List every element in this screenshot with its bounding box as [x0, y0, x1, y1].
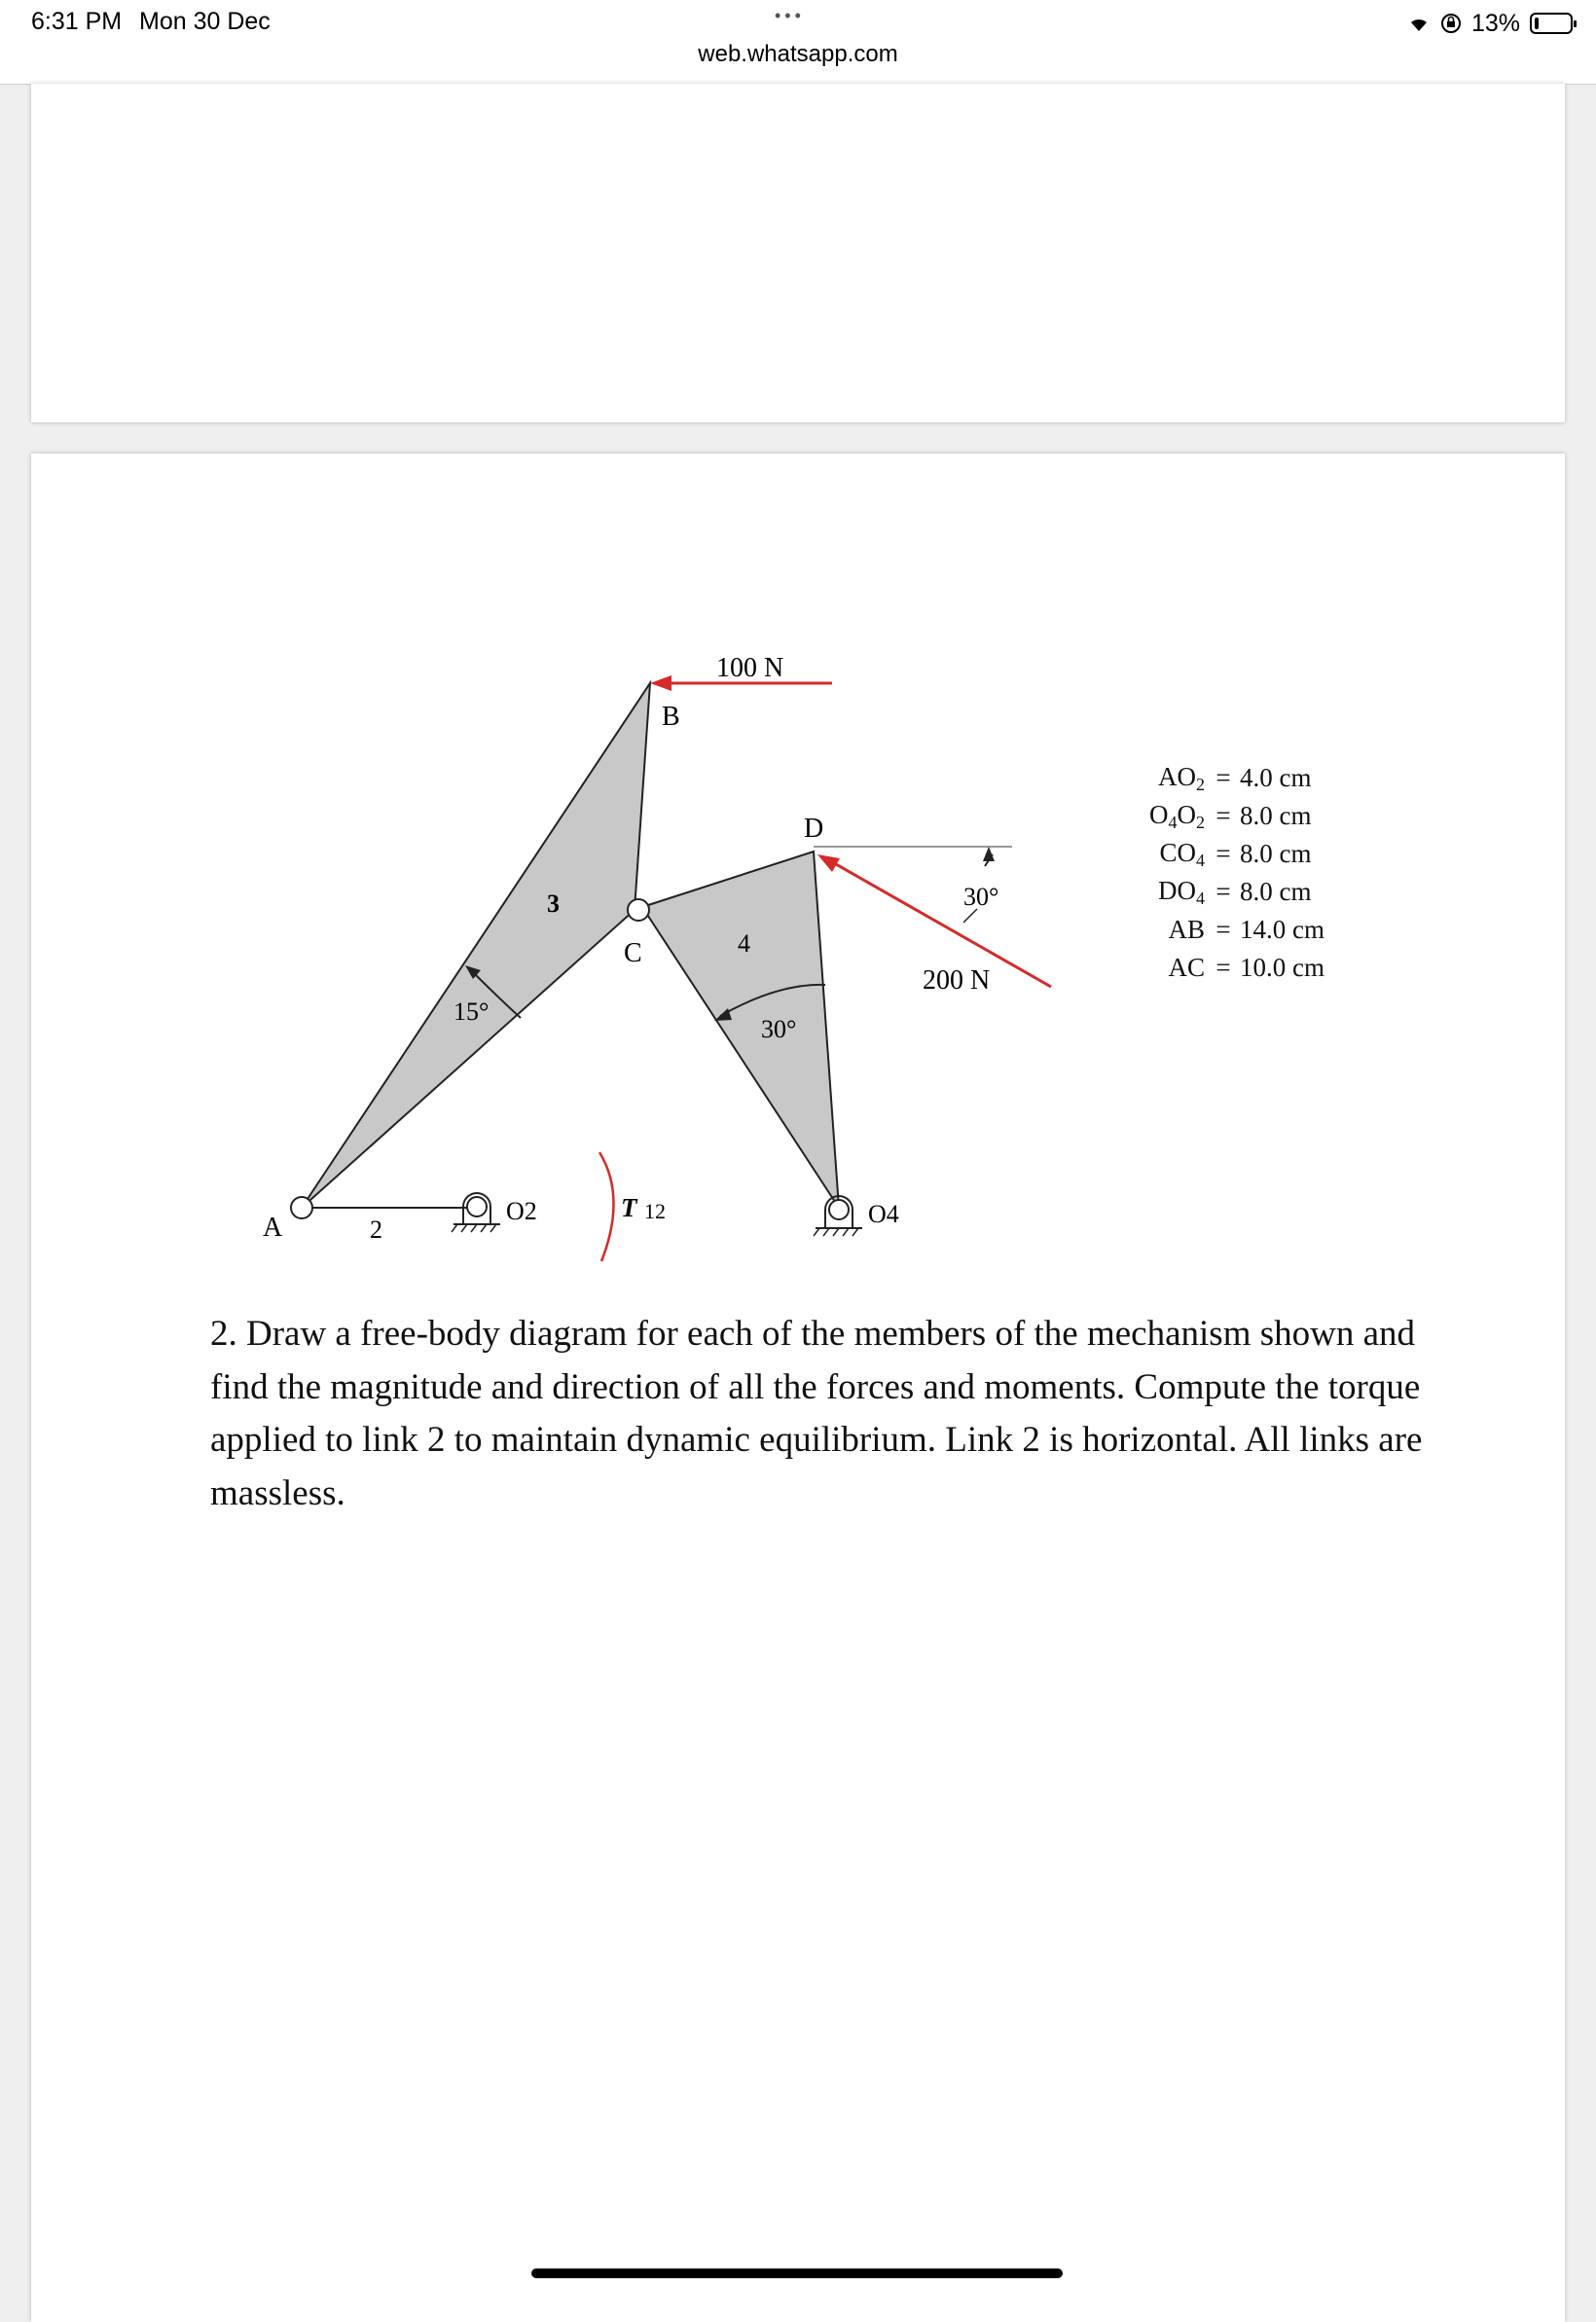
- torque-subscript: 12: [644, 1199, 666, 1223]
- problem-statement: 2. Draw a free-body diagram for each of the members of the mechanism shown and find the magnitude and direction of all the forces and moments. Compute the torque applied to link 2 to maintain dynamic equilibrium. Link 2 is horizontal. All links are massless.: [210, 1314, 1423, 1513]
- pivot-o2-icon: [452, 1193, 500, 1232]
- dimension-row: [1080, 759, 1376, 797]
- force-200n-label: 200 N: [923, 965, 991, 996]
- dimension-value: 4.0 cm: [1240, 763, 1312, 792]
- force-200n-arrowhead: [817, 854, 840, 872]
- joint-a: [291, 1197, 312, 1218]
- link-4-triangle: [642, 852, 839, 1208]
- dimension-row: [1080, 797, 1376, 835]
- joint-c: [628, 899, 649, 921]
- point-c-label: C: [624, 938, 642, 968]
- dimension-value: 8.0 cm: [1240, 801, 1312, 830]
- home-indicator[interactable]: [531, 2268, 1063, 2278]
- dimension-row: [1080, 835, 1376, 873]
- equals-sign: =: [1215, 763, 1231, 792]
- equals-sign: =: [1215, 801, 1231, 830]
- angle-15-label: 15°: [453, 998, 490, 1026]
- equals-sign: =: [1215, 877, 1231, 906]
- torque-label: T: [621, 1193, 637, 1222]
- link-3-triangle: [302, 683, 650, 1208]
- dimension-label: AC: [1168, 953, 1205, 982]
- dimension-row: [1080, 911, 1376, 949]
- angle-tick: [963, 909, 977, 923]
- url-bar[interactable]: web.whatsapp.com: [698, 41, 898, 67]
- torque-arc: [599, 1152, 614, 1261]
- equals-sign: =: [1215, 839, 1231, 868]
- point-b-label: B: [662, 702, 680, 732]
- angle-30-link4-label: 30°: [761, 1015, 797, 1043]
- force-100n-label: 100 N: [716, 653, 784, 683]
- dimension-label: AB: [1168, 915, 1205, 944]
- equals-sign: =: [1215, 953, 1231, 982]
- dimension-label: $AO_2$: [1158, 761, 1205, 794]
- dimension-value: 8.0 cm: [1240, 877, 1312, 906]
- pivot-o4-label: O4: [868, 1200, 899, 1228]
- dimensions-list: [1080, 759, 1376, 987]
- angle-30-top-label: 30°: [963, 883, 999, 911]
- link-2-label: 2: [370, 1215, 382, 1244]
- dimension-label: $DO_4$: [1158, 875, 1205, 908]
- battery-percent: 13%: [1470, 9, 1520, 37]
- pivot-o4-icon: [814, 1196, 862, 1236]
- link-4-label: 4: [738, 929, 750, 958]
- point-d-label: D: [804, 814, 824, 844]
- dimension-label: $O_4O_2$: [1149, 799, 1205, 832]
- status-date: Mon 30 Dec: [139, 8, 271, 35]
- force-100n-arrowhead: [650, 675, 671, 691]
- pivot-o2-label: O2: [506, 1197, 537, 1225]
- angle-arc-top-arrowhead: [983, 847, 995, 861]
- dimension-row: [1080, 949, 1376, 987]
- dimension-value: 10.0 cm: [1240, 953, 1324, 982]
- status-time: 6:31 PM: [31, 8, 123, 35]
- dimension-value: 14.0 cm: [1240, 915, 1324, 944]
- point-a-label: A: [263, 1213, 283, 1243]
- dimension-label: $CO_4$: [1159, 837, 1205, 870]
- dimension-value: 8.0 cm: [1240, 839, 1312, 868]
- more-dots-icon[interactable]: •••: [775, 6, 805, 25]
- equals-sign: =: [1215, 915, 1231, 944]
- dimension-row: [1080, 873, 1376, 911]
- link-3-label: 3: [547, 889, 560, 918]
